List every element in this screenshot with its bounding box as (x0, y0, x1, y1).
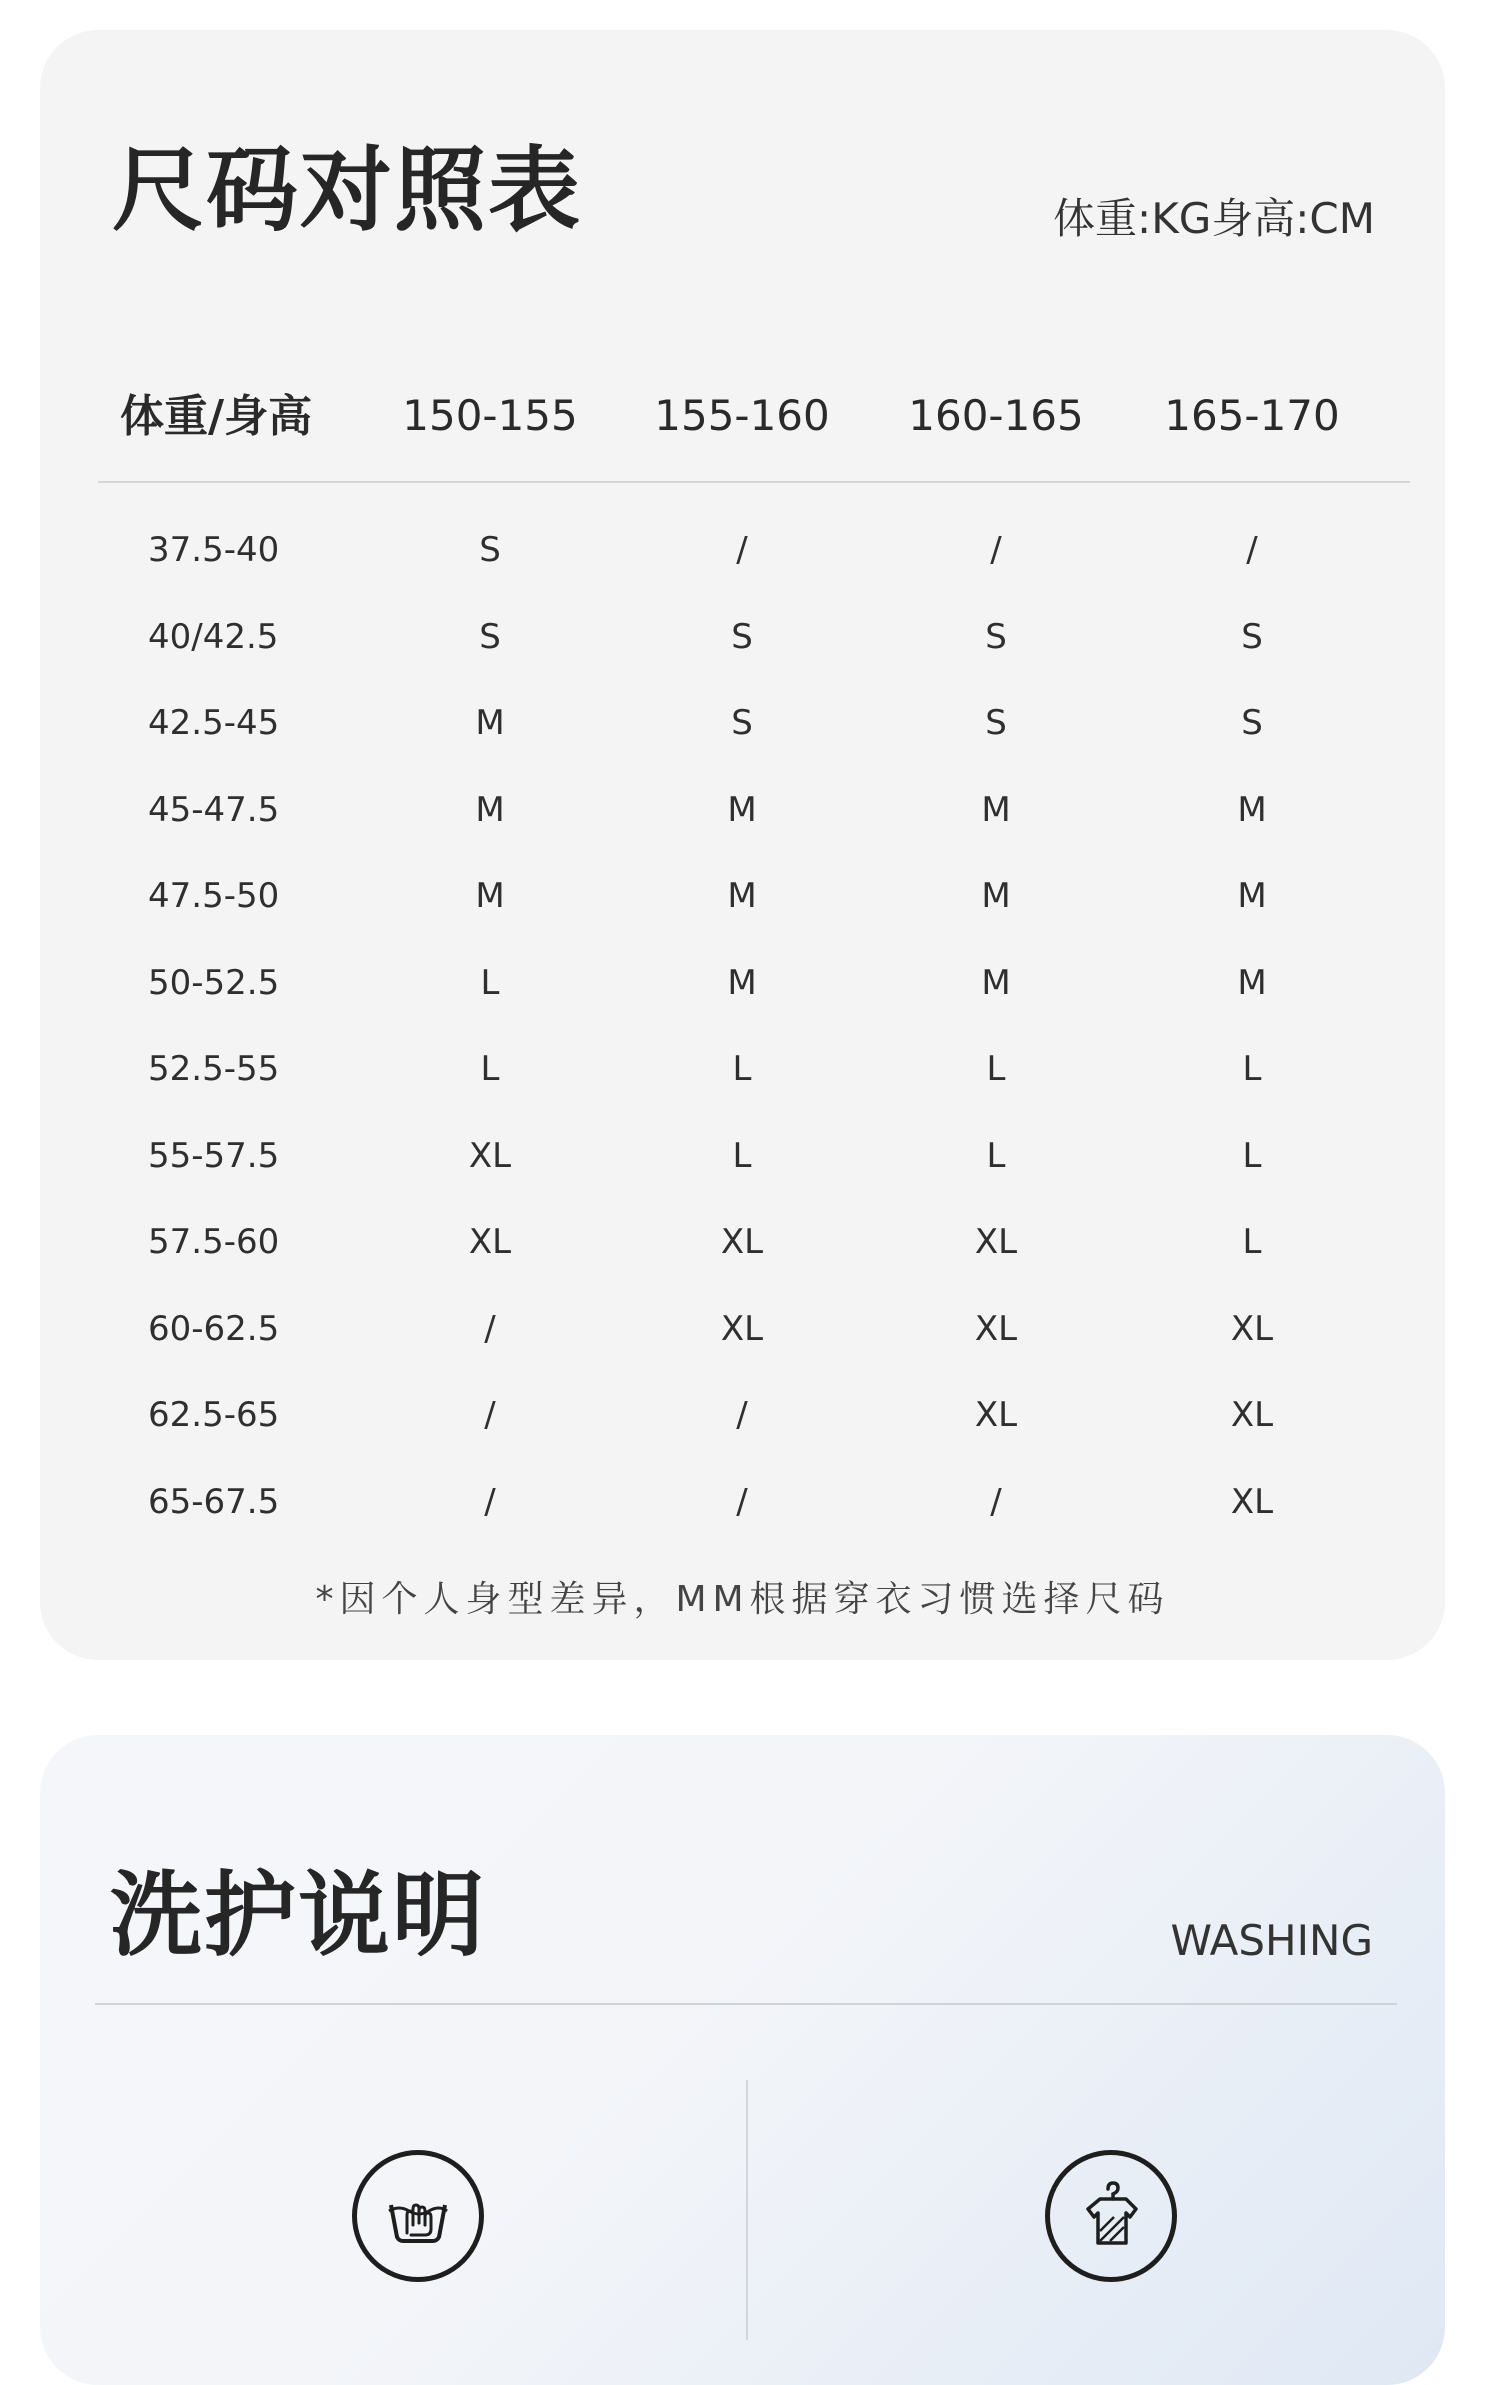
header-cell-weight-height: 体重/身高 (120, 391, 313, 442)
size-cell: M (981, 789, 1011, 830)
size-cell: / (736, 1395, 748, 1435)
size-cell: XL (974, 1395, 1018, 1435)
hang-dry-icon (1045, 2150, 1177, 2282)
hand-wash-icon (352, 2150, 484, 2282)
row-weight-cell: 62.5-65 (148, 1395, 280, 1435)
size-cell: XL (468, 1135, 512, 1176)
row-weight-cell: 47.5-50 (148, 876, 280, 916)
size-cell: / (484, 1308, 496, 1349)
row-weight-cell: 60-62.5 (148, 1308, 280, 1349)
size-footnote: *因个人身型差异，MM根据穿衣习惯选择尺码 (315, 1579, 1170, 1620)
size-cell: L (1242, 1135, 1262, 1176)
size-table (40, 365, 1445, 1522)
size-cell: M (1237, 962, 1267, 1003)
size-chart-title: 尺码对照表 (112, 137, 583, 244)
unit-note: 体重:KG身高:CM (1053, 194, 1375, 243)
size-cell: M (981, 876, 1011, 916)
table-body (40, 515, 1445, 1553)
size-cell: M (475, 703, 505, 743)
header-cell-height-range: 150-155 (402, 391, 578, 440)
table-row (40, 1207, 1445, 1294)
size-cell: L (1242, 1049, 1262, 1089)
icon-separator (746, 2080, 748, 2340)
size-cell: S (731, 616, 753, 657)
size-cell: XL (974, 1308, 1018, 1349)
table-row (40, 1121, 1445, 1208)
size-cell: L (986, 1049, 1006, 1089)
row-weight-cell: 40/42.5 (148, 616, 279, 657)
table-row (40, 1034, 1445, 1121)
size-cell: XL (468, 1222, 512, 1262)
size-chart-card (40, 30, 1445, 1660)
size-cell: XL (1230, 1481, 1274, 1522)
washing-divider (95, 2003, 1397, 2005)
size-cell: S (985, 703, 1007, 743)
size-cell: L (986, 1135, 1006, 1176)
size-cell: M (1237, 876, 1267, 916)
size-cell: S (1241, 703, 1263, 743)
size-cell: M (727, 962, 757, 1003)
table-row (40, 775, 1445, 862)
size-cell: XL (1230, 1395, 1274, 1435)
size-cell: L (1242, 1222, 1262, 1262)
header-cell-height-range: 165-170 (1164, 391, 1340, 440)
washing-title: 洗护说明 (110, 1862, 487, 1969)
header-cell-height-range: 160-165 (908, 391, 1084, 440)
size-cell: XL (720, 1222, 764, 1262)
size-cell: XL (720, 1308, 764, 1349)
size-cell: / (736, 1481, 748, 1522)
row-weight-cell: 52.5-55 (148, 1049, 280, 1089)
size-cell: S (479, 616, 501, 657)
size-cell: XL (1230, 1308, 1274, 1349)
size-cell: XL (974, 1222, 1018, 1262)
row-weight-cell: 55-57.5 (148, 1135, 280, 1176)
washing-subtitle: WASHING (1170, 1916, 1373, 1965)
size-cell: / (736, 530, 748, 570)
size-cell: S (1241, 616, 1263, 657)
header-cell-height-range: 155-160 (654, 391, 830, 440)
table-header (40, 365, 1445, 481)
washing-card (40, 1735, 1445, 2385)
size-cell: / (1246, 530, 1258, 570)
size-cell: M (1237, 789, 1267, 830)
row-weight-cell: 57.5-60 (148, 1222, 280, 1262)
size-cell: S (731, 703, 753, 743)
table-row (40, 1380, 1445, 1467)
row-weight-cell: 37.5-40 (148, 530, 280, 570)
size-cell: / (990, 530, 1002, 570)
size-cell: M (475, 876, 505, 916)
header-divider (98, 481, 1410, 483)
table-row (40, 1467, 1445, 1554)
size-cell: L (732, 1049, 752, 1089)
table-row (40, 948, 1445, 1035)
table-row (40, 1294, 1445, 1381)
size-cell: / (484, 1395, 496, 1435)
size-cell: M (727, 876, 757, 916)
table-row (40, 688, 1445, 775)
size-cell: / (990, 1481, 1002, 1522)
size-cell: L (480, 1049, 500, 1089)
row-weight-cell: 50-52.5 (148, 962, 280, 1003)
size-cell: M (475, 789, 505, 830)
size-cell: L (732, 1135, 752, 1176)
size-cell: S (479, 530, 501, 570)
table-row (40, 515, 1445, 602)
row-weight-cell: 65-67.5 (148, 1481, 280, 1522)
size-cell: L (480, 962, 500, 1003)
table-row (40, 861, 1445, 948)
table-row (40, 602, 1445, 689)
size-cell: / (484, 1481, 496, 1522)
row-weight-cell: 45-47.5 (148, 789, 280, 830)
size-cell: S (985, 616, 1007, 657)
row-weight-cell: 42.5-45 (148, 703, 280, 743)
size-cell: M (981, 962, 1011, 1003)
size-cell: M (727, 789, 757, 830)
